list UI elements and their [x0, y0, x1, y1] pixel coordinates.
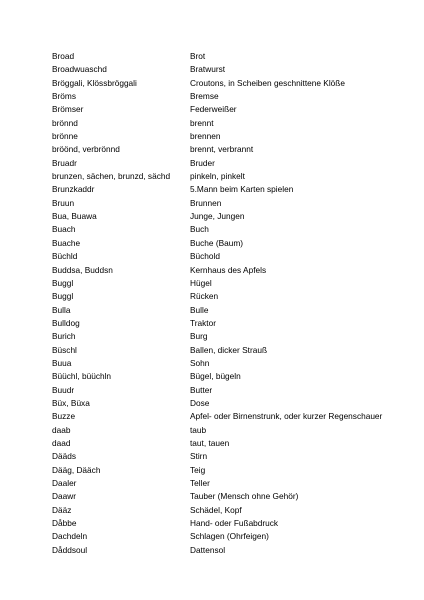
dialect-term: brönne	[52, 131, 78, 142]
standard-german-definition: Sohn	[190, 357, 210, 368]
glossary-list	[52, 50, 412, 557]
standard-german-definition: pinkeln, pinkelt	[190, 171, 245, 182]
dialect-term: Dachdeln	[52, 531, 88, 542]
glossary-row	[52, 103, 412, 116]
dialect-term: Buggl	[52, 291, 74, 302]
dialect-term: Bua, Buawa	[52, 211, 97, 222]
dialect-term: Bulla	[52, 304, 71, 315]
glossary-row	[52, 210, 412, 223]
dialect-term: Büüchl, büüchln	[52, 371, 112, 382]
glossary-row	[52, 517, 412, 530]
standard-german-definition: Stirn	[190, 451, 208, 462]
glossary-row	[52, 384, 412, 397]
glossary-row	[52, 170, 412, 183]
dialect-term: Buua	[52, 357, 72, 368]
standard-german-definition: Tauber (Mensch ohne Gehör)	[190, 491, 299, 502]
glossary-row	[52, 237, 412, 250]
dialect-term: brönnd	[52, 117, 78, 128]
glossary-row	[52, 357, 412, 370]
glossary-row	[52, 77, 412, 90]
glossary-row	[52, 290, 412, 303]
glossary-row	[52, 477, 412, 490]
standard-german-definition: Schlagen (Ohrfeigen)	[190, 531, 269, 542]
dialect-term: Bröggali, Klössbröggali	[52, 77, 137, 88]
standard-german-definition: Hand- oder Fußabdruck	[190, 518, 279, 529]
standard-german-definition: Ballen, dicker Strauß	[190, 344, 268, 355]
glossary-row	[52, 330, 412, 343]
dialect-term: Bruun	[52, 197, 75, 208]
dialect-term: Daaler	[52, 478, 77, 488]
glossary-row	[52, 490, 412, 503]
standard-german-definition: brennt	[190, 117, 214, 128]
standard-german-definition: Dattensol	[190, 544, 226, 555]
standard-german-definition: Bulle	[190, 304, 209, 315]
standard-german-definition: Brunnen	[190, 197, 222, 208]
dialect-term: brunzen, sächen, brunzd, sächd	[52, 171, 171, 182]
dialect-term: Broadwuaschd	[52, 64, 107, 75]
standard-german-definition: Kernhaus des Apfels	[190, 264, 267, 275]
dialect-term: bröönd, verbrönnd	[52, 144, 120, 155]
standard-german-definition: Rücken	[190, 291, 219, 302]
dialect-term: Dääz	[52, 504, 72, 515]
dialect-term: Dåddsoul	[52, 544, 88, 555]
dialect-term: daab	[52, 424, 71, 435]
standard-german-definition: 5.Mann beim Karten spielen	[190, 184, 294, 195]
standard-german-definition: taut, tauen	[190, 437, 230, 448]
dialect-term: Buudr	[52, 384, 75, 395]
dialect-term: daad	[52, 437, 71, 448]
glossary-row	[52, 264, 412, 277]
glossary-row	[52, 544, 412, 557]
glossary-row	[52, 464, 412, 477]
standard-german-definition: Dose	[190, 397, 210, 408]
dialect-term: Daawr	[52, 491, 76, 502]
standard-german-definition: Butter	[190, 384, 213, 395]
dialect-term: Büschl	[52, 344, 77, 355]
glossary-row	[52, 450, 412, 463]
standard-german-definition: Brot	[190, 51, 206, 61]
dialect-term: Brunzkaddr	[52, 184, 95, 195]
dialect-term: Dääg, Dääch	[52, 464, 101, 475]
dialect-term: Bulldog	[52, 317, 80, 328]
glossary-row	[52, 223, 412, 236]
standard-german-definition: Bremse	[190, 91, 219, 102]
standard-german-definition: brennen	[190, 131, 221, 142]
dialect-term: Buach	[52, 224, 76, 235]
standard-german-definition: Bügel, bügeln	[190, 371, 241, 382]
glossary-row	[52, 437, 412, 450]
dialect-term: Buddsa, Buddsn	[52, 264, 113, 275]
glossary-row	[52, 143, 412, 156]
standard-german-definition: Buch	[190, 224, 209, 235]
standard-german-definition: taub	[190, 424, 207, 435]
dialect-term: Buache	[52, 237, 81, 248]
standard-german-definition: Bruder	[190, 157, 215, 168]
dialect-term: Büchld	[52, 251, 78, 262]
dialect-term: Broad	[52, 51, 75, 61]
standard-german-definition: Traktor	[190, 317, 216, 328]
standard-german-definition: Federweißer	[190, 104, 237, 115]
standard-german-definition: Croutons, in Scheiben geschnittene Klöße	[190, 77, 345, 88]
dialect-term: Dääds	[52, 451, 76, 462]
glossary-row	[52, 504, 412, 517]
glossary-row	[52, 344, 412, 357]
standard-german-definition: Büchold	[190, 251, 220, 262]
glossary-row	[52, 370, 412, 383]
glossary-row	[52, 90, 412, 103]
glossary-row	[52, 130, 412, 143]
glossary-row	[52, 397, 412, 410]
glossary-row	[52, 530, 412, 543]
standard-german-definition: Hügel	[190, 277, 212, 288]
glossary-row	[52, 157, 412, 170]
glossary-row	[52, 63, 412, 76]
glossary-row	[52, 183, 412, 196]
glossary-row	[52, 117, 412, 130]
standard-german-definition: Schädel, Kopf	[190, 504, 242, 515]
glossary-row	[52, 410, 412, 423]
dialect-term: Brömser	[52, 104, 84, 115]
glossary-row	[52, 317, 412, 330]
dialect-term: Dåbbe	[52, 518, 77, 529]
dialect-term: Bruadr	[52, 157, 77, 168]
glossary-row	[52, 197, 412, 210]
standard-german-definition: Teig	[190, 464, 206, 475]
standard-german-definition: Junge, Jungen	[190, 211, 245, 222]
dialect-term: Bröms	[52, 91, 76, 102]
glossary-row	[52, 277, 412, 290]
standard-german-definition: Bratwurst	[190, 64, 226, 75]
glossary-row	[52, 424, 412, 437]
dialect-term: Buggl	[52, 277, 74, 288]
glossary-row	[52, 304, 412, 317]
dialect-term: Burich	[52, 331, 76, 342]
standard-german-definition: Teller	[190, 478, 210, 488]
standard-german-definition: brennt, verbrannt	[190, 144, 254, 155]
standard-german-definition: Burg	[190, 331, 208, 342]
glossary-row	[52, 250, 412, 263]
standard-german-definition: Buche (Baum)	[190, 237, 244, 248]
dialect-term: Buzze	[52, 411, 76, 422]
standard-german-definition: Apfel- oder Birnenstrunk, oder kurzer Regenschauer	[190, 411, 383, 422]
dialect-term: Büx, Büxa	[52, 397, 90, 408]
glossary-row	[52, 50, 412, 63]
